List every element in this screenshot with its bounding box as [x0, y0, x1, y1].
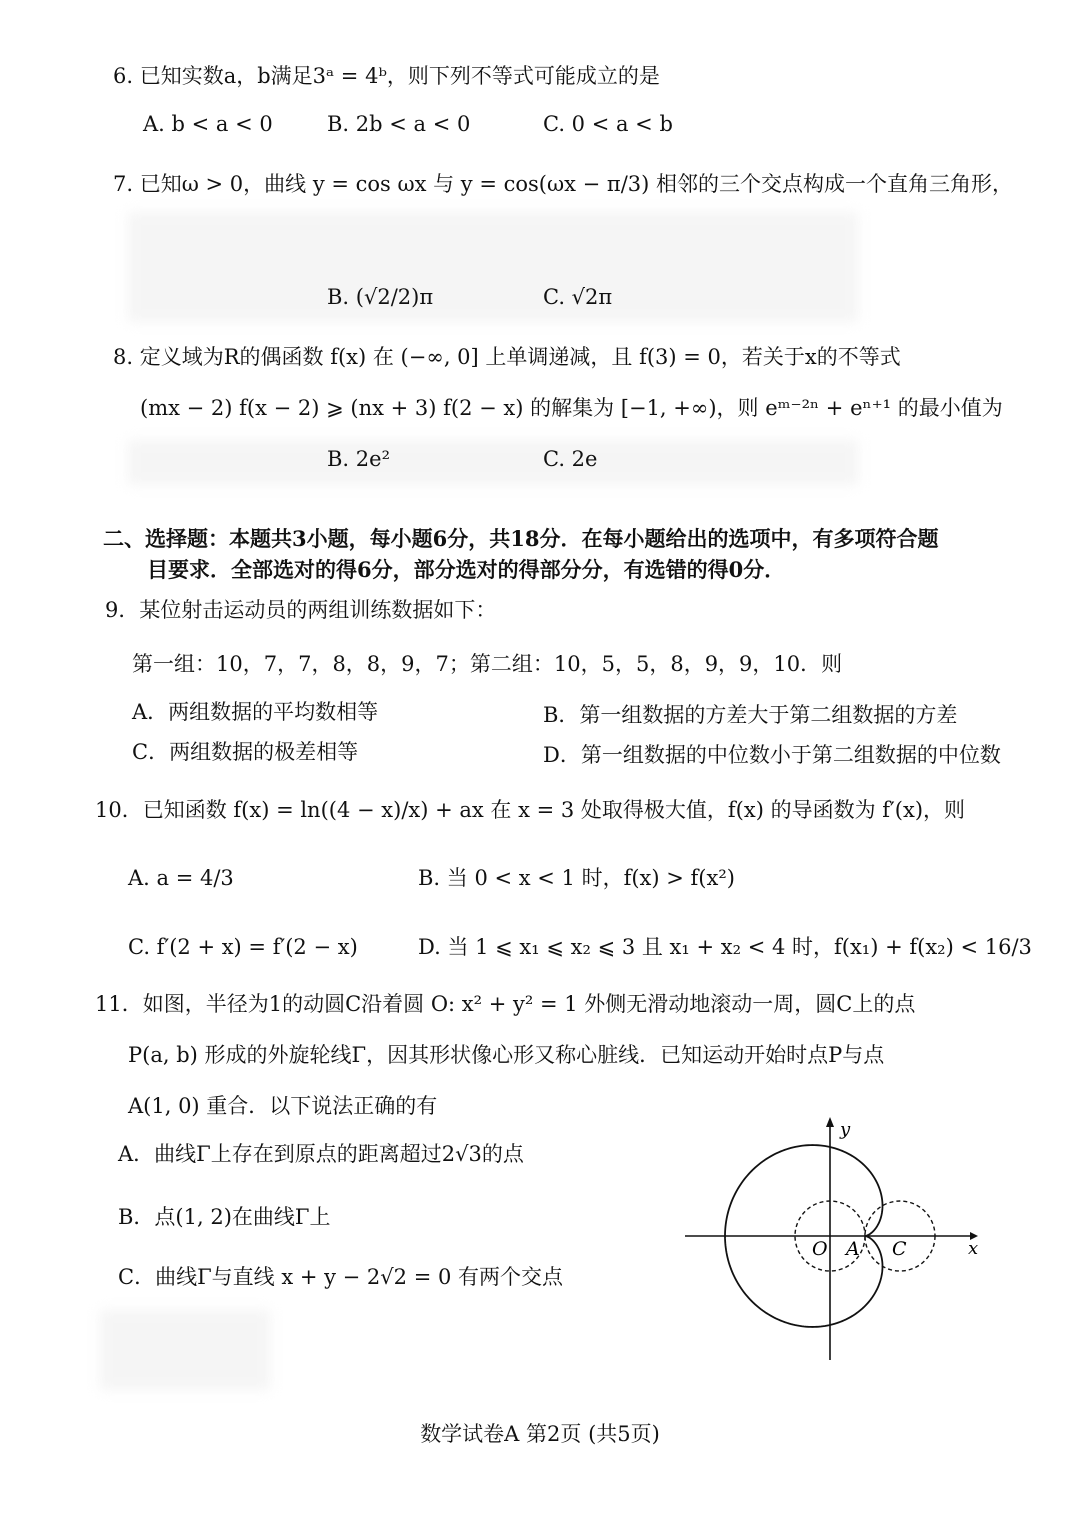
q7-option-b: B. (√2/2)π	[327, 285, 434, 309]
q11-option-c: C．曲线Γ与直线 x + y − 2√2 = 0 有两个交点	[118, 1265, 563, 1289]
q6-stem: 6. 已知实数a，b满足3ᵃ = 4ᵇ，则下列不等式可能成立的是	[113, 64, 660, 88]
section2-line1: 二、选择题：本题共3小题，每小题6分，共18分．在每小题给出的选项中，有多项符合题	[103, 526, 939, 551]
q6-option-c: C. 0 < a < b	[543, 112, 673, 136]
q10-option-b: B. 当 0 < x < 1 时，f(x) > f(x²)	[418, 866, 735, 890]
y-axis-label: y	[840, 1119, 851, 1140]
q10-stem: 10．已知函数 f(x) = ln((4 − x)/x) + ax 在 x = 3 处取得极大值，f(x) 的导函数为 f′(x)，则	[95, 798, 966, 822]
q9-stem: 9．某位射击运动员的两组训练数据如下：	[105, 598, 497, 622]
q11-option-b: B．点(1, 2)在曲线Γ上	[118, 1205, 331, 1229]
q7-option-c: C. √2π	[543, 285, 613, 309]
label-c: C	[892, 1238, 907, 1260]
q9-option-d: D．第一组数据的中位数小于第二组数据的中位数	[543, 743, 1001, 767]
q9-option-b: B．第一组数据的方差大于第二组数据的方差	[543, 703, 958, 727]
cardioid-figure	[680, 1115, 980, 1365]
q8-option-c: C. 2e	[543, 447, 598, 471]
q6-option-b: B. 2b < a < 0	[327, 112, 471, 136]
q9-option-c: C．两组数据的极差相等	[132, 740, 359, 764]
q8-option-b: B. 2e²	[327, 447, 390, 471]
q8-stem-line2: (mx − 2) f(x − 2) ⩾ (nx + 3) f(2 − x) 的解集为 [−1, +∞)，则 eᵐ⁻²ⁿ + eⁿ⁺¹ 的最小值为	[140, 396, 1003, 420]
q7-blurred-region	[128, 212, 858, 322]
q11-stem-line1: 11．如图，半径为1的动圆C沿着圆 O: x² + y² = 1 外侧无滑动地滚动一周，圆C上的点	[95, 992, 916, 1016]
q9-data-line: 第一组：10，7，7，8，8，9，7；第二组：10，5，5，8，9，9，10．则	[132, 652, 843, 676]
q8-stem-line1: 8. 定义域为R的偶函数 f(x) 在 (−∞, 0] 上单调递减，且 f(3) = 0，若关于x的不等式	[113, 345, 901, 369]
page-footer: 数学试卷A 第2页 (共5页)	[420, 1422, 660, 1446]
q11-option-a: A．曲线Γ上存在到原点的距离超过2√3的点	[118, 1142, 524, 1166]
q9-option-a: A．两组数据的平均数相等	[132, 700, 379, 724]
q11-stem-line3: A(1, 0) 重合．以下说法正确的有	[128, 1094, 438, 1118]
q10-option-a: A. a = 4/3	[128, 866, 234, 890]
label-a: A	[846, 1238, 860, 1260]
q11-blurred-region	[100, 1310, 270, 1390]
q7-stem: 7. 已知ω > 0，曲线 y = cos ωx 与 y = cos(ωx − π/3) 相邻的三个交点构成一个直角三角形，	[113, 172, 1014, 196]
y-axis-arrow	[826, 1117, 834, 1127]
q10-option-d: D. 当 1 ⩽ x₁ ⩽ x₂ ⩽ 3 且 x₁ + x₂ < 4 时，f(x₁) + f(x₂) < 16/3	[418, 935, 1032, 959]
label-o: O	[812, 1238, 828, 1260]
section2-line2: 目要求．全部选对的得6分，部分选对的得部分分，有选错的得0分．	[147, 557, 786, 582]
q6-option-a: A. b < a < 0	[143, 112, 273, 136]
q8-blurred-region	[128, 440, 858, 485]
q10-option-c: C. f′(2 + x) = f′(2 − x)	[128, 935, 358, 959]
x-axis-label: x	[968, 1238, 979, 1259]
q11-stem-line2: P(a, b) 形成的外旋轮线Γ，因其形状像心形又称心脏线．已知运动开始时点P与点	[128, 1043, 885, 1067]
